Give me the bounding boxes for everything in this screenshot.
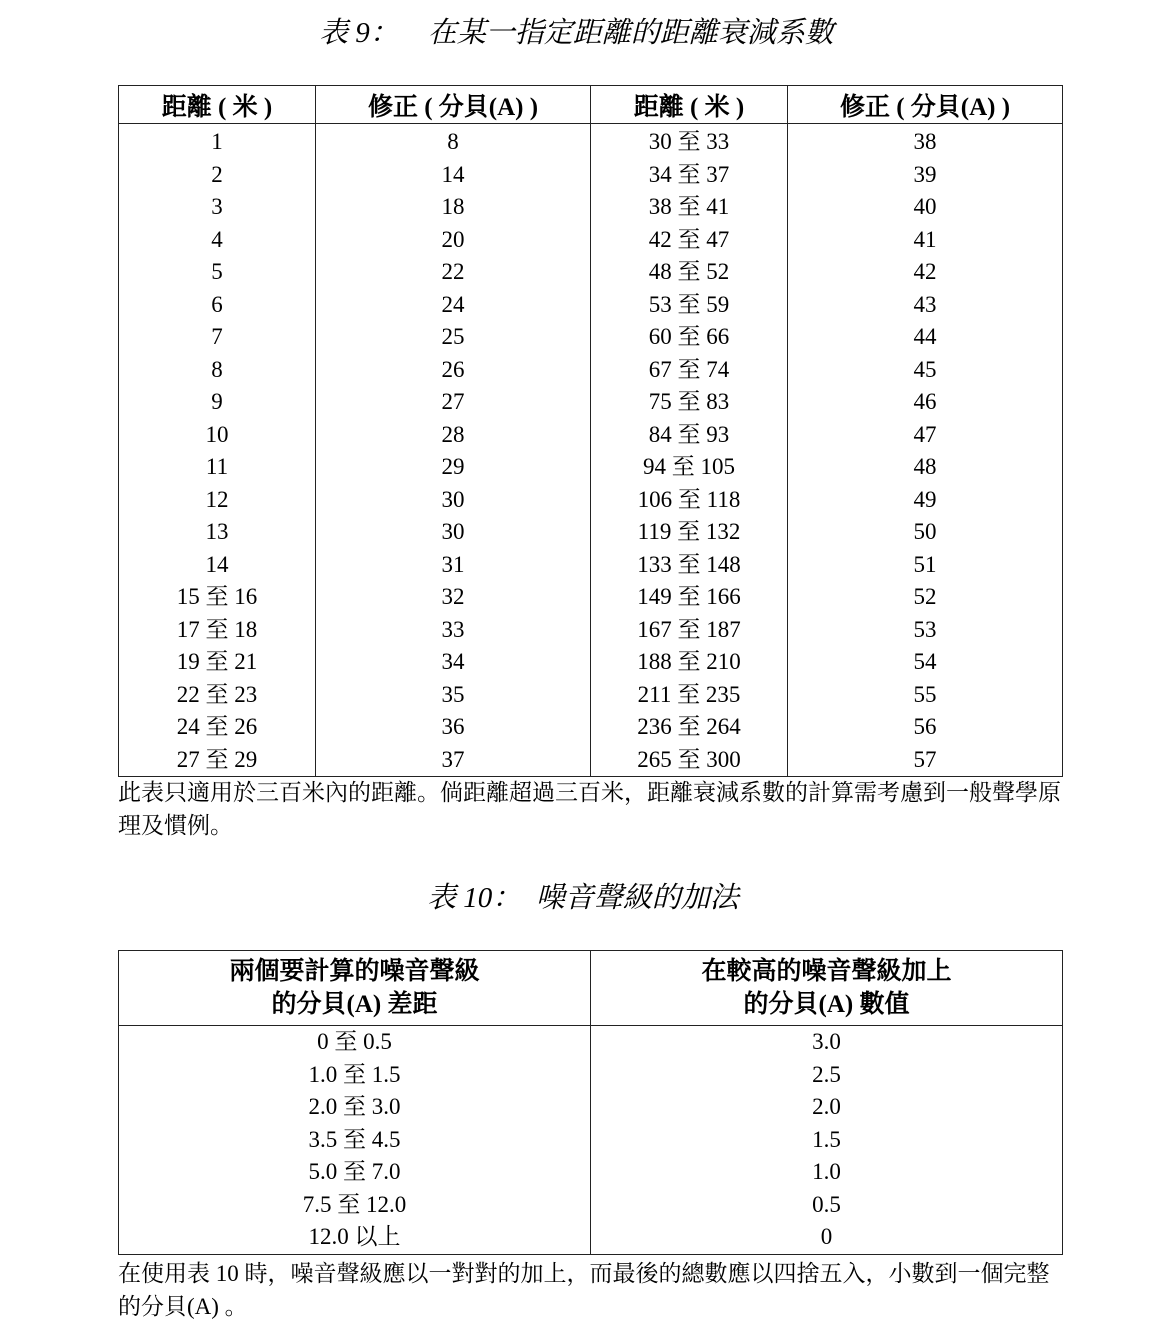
distance-attenuation-table bbox=[118, 85, 1063, 777]
cell-distance: 149 至 166 bbox=[591, 581, 788, 614]
cell-distance: 167 至 187 bbox=[591, 614, 788, 647]
cell-distance: 106 至 118 bbox=[591, 484, 788, 517]
cell-distance: 8 bbox=[119, 354, 316, 387]
cell-distance: 22 至 23 bbox=[119, 679, 316, 712]
cell-correction: 39 bbox=[788, 159, 1063, 192]
cell-correction: 42 bbox=[788, 256, 1063, 289]
cell-correction: 38 bbox=[788, 124, 1063, 159]
cell-distance: 133 至 148 bbox=[591, 549, 788, 582]
cell-distance: 188 至 210 bbox=[591, 646, 788, 679]
cell-distance: 4 bbox=[119, 224, 316, 257]
header-level-difference bbox=[119, 951, 591, 1026]
cell-correction: 24 bbox=[316, 289, 591, 322]
cell-correction: 55 bbox=[788, 679, 1063, 712]
header-correction-2: 修正 ( 分貝(A) ) bbox=[788, 86, 1063, 124]
header-distance-1: 距離 ( 米 ) bbox=[119, 86, 316, 124]
header-correction-1: 修正 ( 分貝(A) ) bbox=[316, 86, 591, 124]
cell-correction: 31 bbox=[316, 549, 591, 582]
table-row bbox=[119, 386, 1063, 419]
cell-distance: 119 至 132 bbox=[591, 516, 788, 549]
cell-distance: 75 至 83 bbox=[591, 386, 788, 419]
cell-value-to-add: 2.5 bbox=[591, 1059, 1063, 1092]
table-row bbox=[119, 159, 1063, 192]
table-row bbox=[119, 451, 1063, 484]
cell-correction: 43 bbox=[788, 289, 1063, 322]
cell-value-to-add: 0.5 bbox=[591, 1189, 1063, 1222]
cell-distance: 2 bbox=[119, 159, 316, 192]
header-line: 的分貝(A) 差距 bbox=[271, 991, 438, 1018]
cell-distance: 84 至 93 bbox=[591, 419, 788, 452]
cell-distance: 6 bbox=[119, 289, 316, 322]
cell-distance: 236 至 264 bbox=[591, 711, 788, 744]
table-row bbox=[119, 289, 1063, 322]
header-value-to-add bbox=[591, 951, 1063, 1026]
table-row bbox=[119, 549, 1063, 582]
cell-distance: 11 bbox=[119, 451, 316, 484]
cell-correction: 36 bbox=[316, 711, 591, 744]
table9-body bbox=[119, 124, 1063, 777]
noise-level-addition-table bbox=[118, 950, 1063, 1255]
cell-correction: 22 bbox=[316, 256, 591, 289]
cell-correction: 57 bbox=[788, 744, 1063, 777]
cell-value-to-add: 1.5 bbox=[591, 1124, 1063, 1157]
cell-value-to-add: 0 bbox=[591, 1221, 1063, 1254]
cell-correction: 25 bbox=[316, 321, 591, 354]
cell-distance: 1 bbox=[119, 124, 316, 159]
cell-distance: 7 bbox=[119, 321, 316, 354]
table9-note: 此表只適用於三百米內的距離。倘距離超過三百米，距離衰減系數的計算需考慮到一般聲學原理及慣例。 bbox=[118, 780, 1061, 838]
table-row bbox=[119, 614, 1063, 647]
table-row bbox=[119, 1059, 1063, 1092]
cell-correction: 41 bbox=[788, 224, 1063, 257]
table-row bbox=[119, 354, 1063, 387]
table-row bbox=[119, 1221, 1063, 1254]
table-row bbox=[119, 646, 1063, 679]
table-header-row bbox=[119, 86, 1063, 124]
cell-distance: 10 bbox=[119, 419, 316, 452]
table-row bbox=[119, 321, 1063, 354]
cell-distance: 3 bbox=[119, 191, 316, 224]
cell-correction: 46 bbox=[788, 386, 1063, 419]
table-row bbox=[119, 419, 1063, 452]
header-line: 兩個要計算的噪音聲級 bbox=[229, 958, 480, 985]
table-row bbox=[119, 679, 1063, 712]
table-row bbox=[119, 1124, 1063, 1157]
table-row bbox=[119, 484, 1063, 517]
cell-correction: 48 bbox=[788, 451, 1063, 484]
cell-correction: 56 bbox=[788, 711, 1063, 744]
table-row bbox=[119, 224, 1063, 257]
cell-distance: 94 至 105 bbox=[591, 451, 788, 484]
cell-correction: 14 bbox=[316, 159, 591, 192]
cell-distance: 27 至 29 bbox=[119, 744, 316, 777]
cell-distance: 19 至 21 bbox=[119, 646, 316, 679]
cell-correction: 33 bbox=[316, 614, 591, 647]
header-line: 的分貝(A) 數值 bbox=[743, 991, 910, 1018]
cell-distance: 17 至 18 bbox=[119, 614, 316, 647]
table9-caption-label: 表 9： bbox=[319, 17, 399, 49]
cell-correction: 49 bbox=[788, 484, 1063, 517]
table-row bbox=[119, 256, 1063, 289]
cell-distance: 60 至 66 bbox=[591, 321, 788, 354]
header-distance-2: 距離 ( 米 ) bbox=[591, 86, 788, 124]
cell-distance: 30 至 33 bbox=[591, 124, 788, 159]
cell-correction: 37 bbox=[316, 744, 591, 777]
cell-value-to-add: 1.0 bbox=[591, 1156, 1063, 1189]
table10-body bbox=[119, 1026, 1063, 1255]
table10-caption-title: 噪音聲級的加法 bbox=[535, 882, 739, 914]
cell-correction: 28 bbox=[316, 419, 591, 452]
cell-correction: 8 bbox=[316, 124, 591, 159]
cell-correction: 54 bbox=[788, 646, 1063, 679]
header-line: 在較高的噪音聲級加上 bbox=[701, 958, 952, 985]
cell-distance: 211 至 235 bbox=[591, 679, 788, 712]
cell-level-difference: 3.5 至 4.5 bbox=[119, 1124, 591, 1157]
cell-distance: 15 至 16 bbox=[119, 581, 316, 614]
cell-distance: 24 至 26 bbox=[119, 711, 316, 744]
cell-correction: 40 bbox=[788, 191, 1063, 224]
table9-caption-title: 在某一指定距離的距離衰減系數 bbox=[427, 17, 834, 49]
cell-correction: 27 bbox=[316, 386, 591, 419]
cell-correction: 53 bbox=[788, 614, 1063, 647]
table-row bbox=[119, 744, 1063, 777]
cell-correction: 44 bbox=[788, 321, 1063, 354]
table-header-row bbox=[119, 951, 1063, 1026]
cell-distance: 34 至 37 bbox=[591, 159, 788, 192]
cell-level-difference: 5.0 至 7.0 bbox=[119, 1156, 591, 1189]
cell-value-to-add: 2.0 bbox=[591, 1091, 1063, 1124]
cell-distance: 67 至 74 bbox=[591, 354, 788, 387]
cell-distance: 53 至 59 bbox=[591, 289, 788, 322]
cell-correction: 32 bbox=[316, 581, 591, 614]
cell-distance: 13 bbox=[119, 516, 316, 549]
cell-correction: 26 bbox=[316, 354, 591, 387]
cell-value-to-add: 3.0 bbox=[591, 1026, 1063, 1059]
cell-distance: 48 至 52 bbox=[591, 256, 788, 289]
cell-level-difference: 7.5 至 12.0 bbox=[119, 1189, 591, 1222]
cell-correction: 29 bbox=[316, 451, 591, 484]
cell-distance: 9 bbox=[119, 386, 316, 419]
table-row bbox=[119, 711, 1063, 744]
cell-correction: 47 bbox=[788, 419, 1063, 452]
cell-distance: 14 bbox=[119, 549, 316, 582]
cell-level-difference: 2.0 至 3.0 bbox=[119, 1091, 591, 1124]
cell-correction: 45 bbox=[788, 354, 1063, 387]
table-row bbox=[119, 1189, 1063, 1222]
cell-correction: 30 bbox=[316, 516, 591, 549]
table-row bbox=[119, 516, 1063, 549]
cell-correction: 30 bbox=[316, 484, 591, 517]
table-row bbox=[119, 191, 1063, 224]
table-row bbox=[119, 581, 1063, 614]
table-row bbox=[119, 124, 1063, 159]
table10-caption bbox=[427, 875, 739, 916]
cell-correction: 52 bbox=[788, 581, 1063, 614]
cell-distance: 38 至 41 bbox=[591, 191, 788, 224]
cell-level-difference: 1.0 至 1.5 bbox=[119, 1059, 591, 1092]
table-row bbox=[119, 1156, 1063, 1189]
cell-level-difference: 0 至 0.5 bbox=[119, 1026, 591, 1059]
cell-correction: 35 bbox=[316, 679, 591, 712]
cell-correction: 34 bbox=[316, 646, 591, 679]
cell-correction: 20 bbox=[316, 224, 591, 257]
table-row bbox=[119, 1026, 1063, 1059]
table10-note: 在使用表 10 時，噪音聲級應以一對對的加上，而最後的總數應以四捨五入，小數到一個完整的分貝(A) 。 bbox=[118, 1261, 1050, 1319]
table-row bbox=[119, 1091, 1063, 1124]
table10-caption-label: 表 10： bbox=[427, 882, 522, 914]
cell-distance: 5 bbox=[119, 256, 316, 289]
cell-distance: 265 至 300 bbox=[591, 744, 788, 777]
cell-distance: 12 bbox=[119, 484, 316, 517]
cell-correction: 50 bbox=[788, 516, 1063, 549]
cell-correction: 51 bbox=[788, 549, 1063, 582]
cell-level-difference: 12.0 以上 bbox=[119, 1221, 591, 1254]
table9-caption bbox=[319, 10, 834, 51]
cell-distance: 42 至 47 bbox=[591, 224, 788, 257]
cell-correction: 18 bbox=[316, 191, 591, 224]
